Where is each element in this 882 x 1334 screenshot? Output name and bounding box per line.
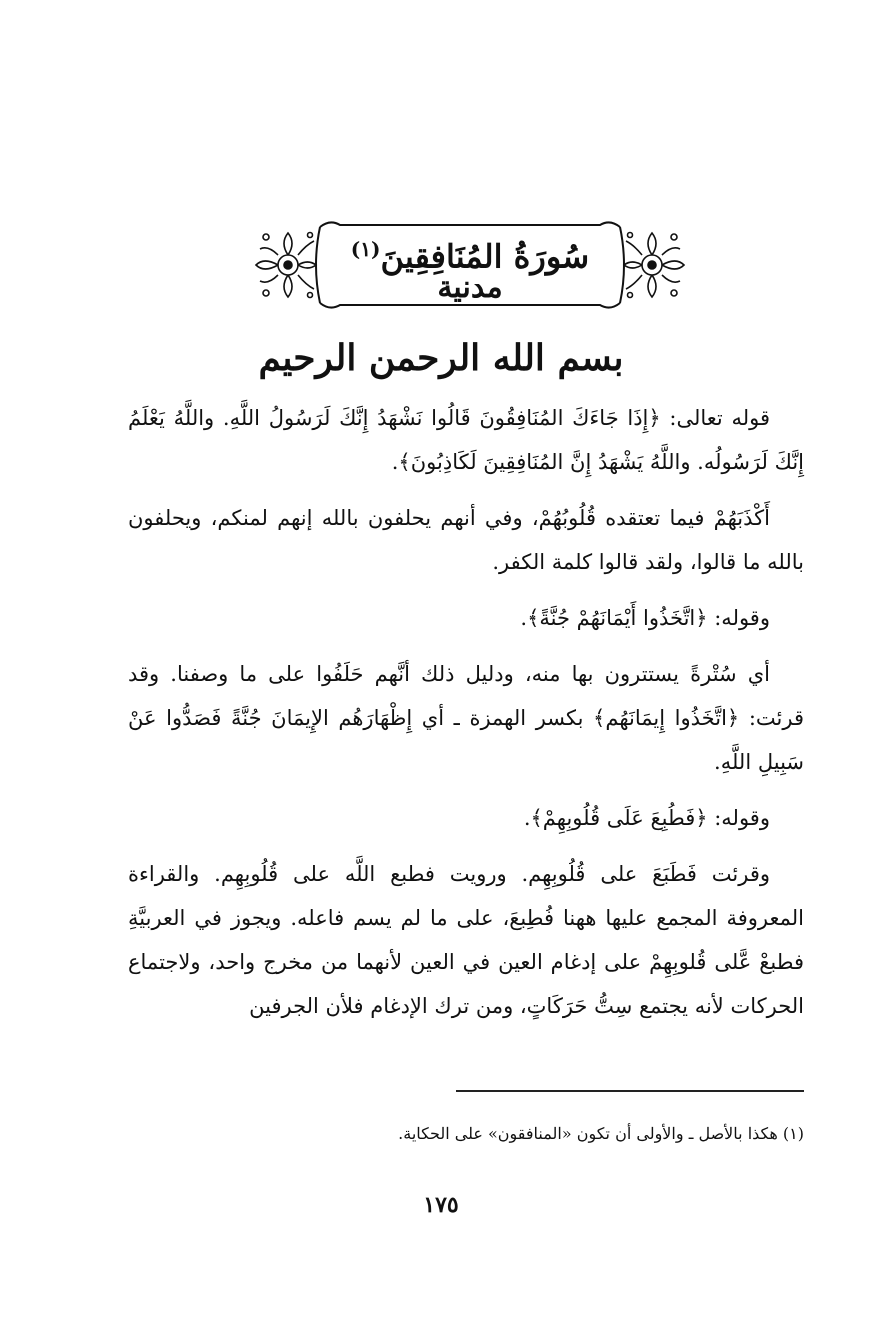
commentary-body	[128, 396, 804, 1040]
paragraph-explanation-3: وقرئت فَطَبَعَ على قُلُوبِهِم. ورويت فطبع اللَّه على قُلُوبِهِم. والقراءة المعروفة المجمع عليها ههنا فُطِبعَ، على ما لم يسم فاعله. ويجوز في العربيَّةِ فطبعْ عَّلى قُلوبِهِمْ على إدغام العين في العين لأنهما من مخرج واحد، ولاجتماع الحركات لأنه يجتمع سِتُّ حَرَكَاتٍ، ومن ترك الإدغام فلأن الجرفين	[128, 862, 804, 1018]
footnote: (١) هكذا بالأصل ـ والأولى أن تكون «المنافقون» على الحكاية.	[398, 1124, 804, 1143]
paragraph-verse-1: قوله تعالى: ﴿إِذَا جَاءَكَ المُنَافِقُونَ قَالُوا نَشْهَدُ إِنَّكَ لَرَسُولُ اللَّهِ. واللَّهُ يَعْلَمُ إِنَّكَ لَرَسُولُه. واللَّهُ يَشْهَدُ إِنَّ المُنَافِقِينَ لَكَاذِبُونَ﴾.	[128, 406, 804, 474]
paragraph-verse-2: وقوله: ﴿اتَّخَذُوا أَيْمَانَهُمْ جُنَّةً﴾.	[520, 606, 770, 630]
basmala-heading: بسم الله الرحمن الرحيم	[258, 337, 624, 379]
page-number: ١٧٥	[423, 1192, 459, 1218]
surah-title-cartouche	[250, 215, 690, 315]
paragraph-explanation-2: أي سُتْرةً يستترون بها منه، ودليل ذلك أنَّهم حَلَفُوا على ما وصفنا. وقد قرئت: ﴿اتَّخَذُوا إِيمَانَهُم﴾ بكسر الهمزة ـ أي إِظْهَارَهُم الإِيمَانَ جُنَّةً فَصَدُّوا عَنْ سَبِيلِ اللَّهِ.	[128, 662, 804, 774]
paragraph-explanation-1: أَكْذَبَهُمْ فيما تعتقده قُلُوبُهُمْ، وفي أنهم يحلفون بالله إنهم لمنكم، ويحلفون بالله ما قالوا، ولقد قالوا كلمة الكفر.	[128, 506, 804, 574]
footnote-divider	[456, 1090, 804, 1092]
footnote-reference-marker: (١)	[350, 237, 381, 261]
paragraph-verse-3: وقوله: ﴿فَطُبِعَ عَلَى قُلُوبِهِمْ﴾.	[523, 806, 770, 830]
surah-type: مدنية	[437, 270, 503, 305]
surah-name: سُورَةُ المُنَافِقِينَ	[380, 237, 590, 276]
